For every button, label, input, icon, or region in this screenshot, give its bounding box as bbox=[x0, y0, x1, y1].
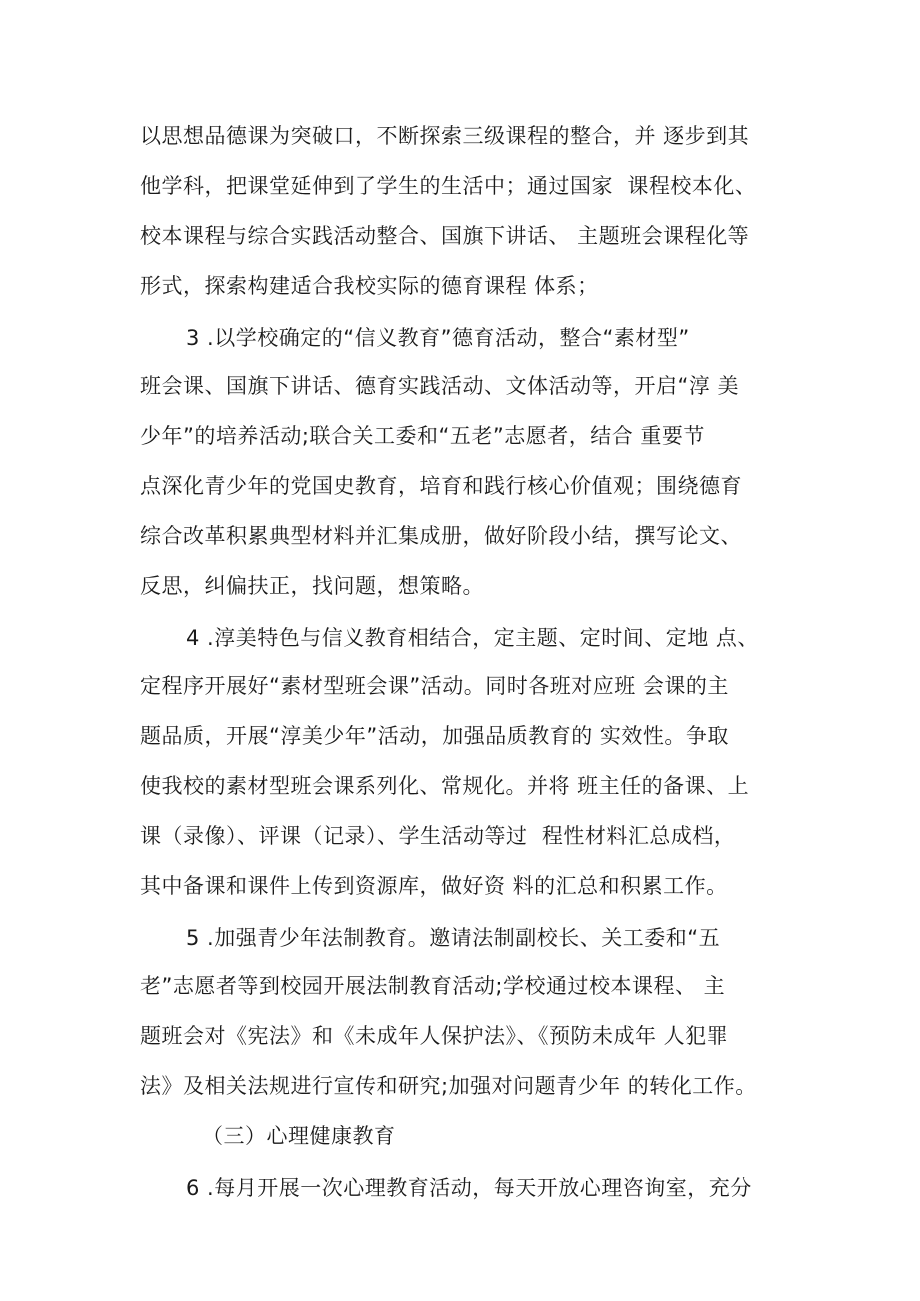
text-line: 校本课程与综合实践活动整合、国旗下讲话、 主题班会课程化等 bbox=[140, 224, 750, 248]
text-line: 使我校的素材型班会课系列化、常规化。并将 班主任的备课、上 bbox=[140, 774, 750, 798]
text-line: 题班会对《宪法》和《未成年人保护法》、《预防未成年 人犯罪 bbox=[140, 1024, 729, 1048]
text-line: 定程序开展好“素材型班会课”活动。同时各班对应班 会课的主 bbox=[140, 674, 729, 698]
text-line: 法》及相关法规进行宣传和研究;加强对问题青少年 的转化工作。 bbox=[140, 1074, 757, 1098]
paragraph-heading-4: 4 .淳美特色与信义教育相结合，定主题、定时间、定地 点、 bbox=[186, 626, 759, 650]
text-line: 综合改革积累典型材料并汇集成册，做好阶段小结，撰写论文、 bbox=[140, 524, 742, 548]
text-line: 点深化青少年的党国史教育，培育和践行核心价值观；围绕德育 bbox=[140, 474, 742, 498]
text-line: 形式，探索构建适合我校实际的德育课程 体系； bbox=[140, 274, 599, 298]
paragraph-heading-3: 3 .以学校确定的“信义教育”德育活动，整合“素材型” bbox=[186, 326, 690, 350]
paragraph-heading-5: 5 .加强青少年法制教育。邀请法制副校长、关工委和“五 bbox=[186, 926, 721, 950]
text-line: 其中备课和课件上传到资源库，做好资 料的汇总和积累工作。 bbox=[140, 874, 728, 898]
text-line: 课（录像）、评课（记录）、学生活动等过 程性材料汇总成档， bbox=[140, 824, 736, 848]
text-line: 反思，纠偏扶正，找问题，想策略。 bbox=[140, 574, 484, 598]
text-line: 题品质，开展“淳美少年”活动，加强品质教育的 实效性。争取 bbox=[140, 724, 729, 748]
paragraph-heading-6: 6 .每月开展一次心理教育活动，每天开放心理咨询室，充分 bbox=[186, 1176, 752, 1200]
text-line: 老”志愿者等到校园开展法制教育活动;学校通过校本课程、 主 bbox=[140, 974, 726, 998]
text-line: 班会课、国旗下讲话、德育实践活动、文体活动等，开启“淳 美 bbox=[140, 374, 740, 398]
text-line: 他学科，把课堂延伸到了学生的生活中；通过国家 课程校本化、 bbox=[140, 174, 757, 198]
text-line: 以思想品德课为突破口，不断探索三级课程的整合，并 逐步到其 bbox=[140, 124, 750, 148]
text-line: 少年”的培养活动;联合关工委和“五老”志愿者，结合 重要节 bbox=[140, 424, 705, 448]
section-heading: （三）心理健康教育 bbox=[202, 1124, 396, 1148]
